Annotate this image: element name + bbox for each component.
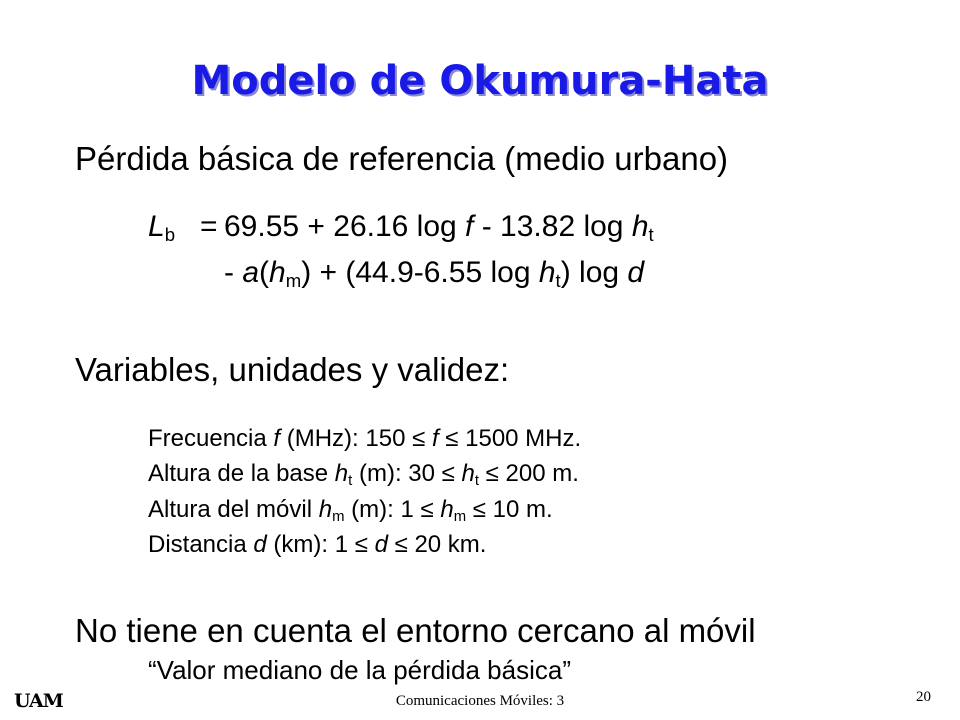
equation-equals: = [200, 210, 218, 243]
page-number: 20 [916, 689, 931, 705]
variable-item-frequency: Frecuencia f (MHz): 150 ≤ f ≤ 1500 MHz. [148, 425, 582, 452]
section-heading-environment: No tiene en cuenta el entorno cercano al móvil [75, 612, 756, 649]
variable-item-distance: Distancia d (km): 1 ≤ d ≤ 20 km. [148, 531, 487, 558]
uam-logo: UAM [14, 690, 63, 712]
footer-course: Comunicaciones Móviles: 3 [395, 693, 565, 709]
equation-line-1-rhs: 69.55 + 26.16 log f - 13.82 $\log h_t$ [224, 210, 654, 246]
section-heading-loss: Pérdida básica de referencia (medio urbano) [75, 140, 729, 177]
median-loss-note: “Valor mediano de la pérdida básica” [148, 655, 571, 685]
section-heading-variables: Variables, unidades y validez: [75, 351, 510, 388]
variable-item-base-height: Altura de la base $h_t$ (m): $30 \le h_t \le 200$ m. [148, 460, 579, 490]
variable-item-mobile-height: Altura del móvil $h_m$ (m): $1 \le h_m \le 10$ m. [148, 496, 553, 526]
equation-line-2: - $a(h_m) + (44.9-6.55$ $\log h_t$) log d [224, 256, 645, 292]
equation-line-1: $L_b$ [148, 210, 176, 246]
slide-title: Modelo de Okumura-Hata [191, 58, 769, 104]
